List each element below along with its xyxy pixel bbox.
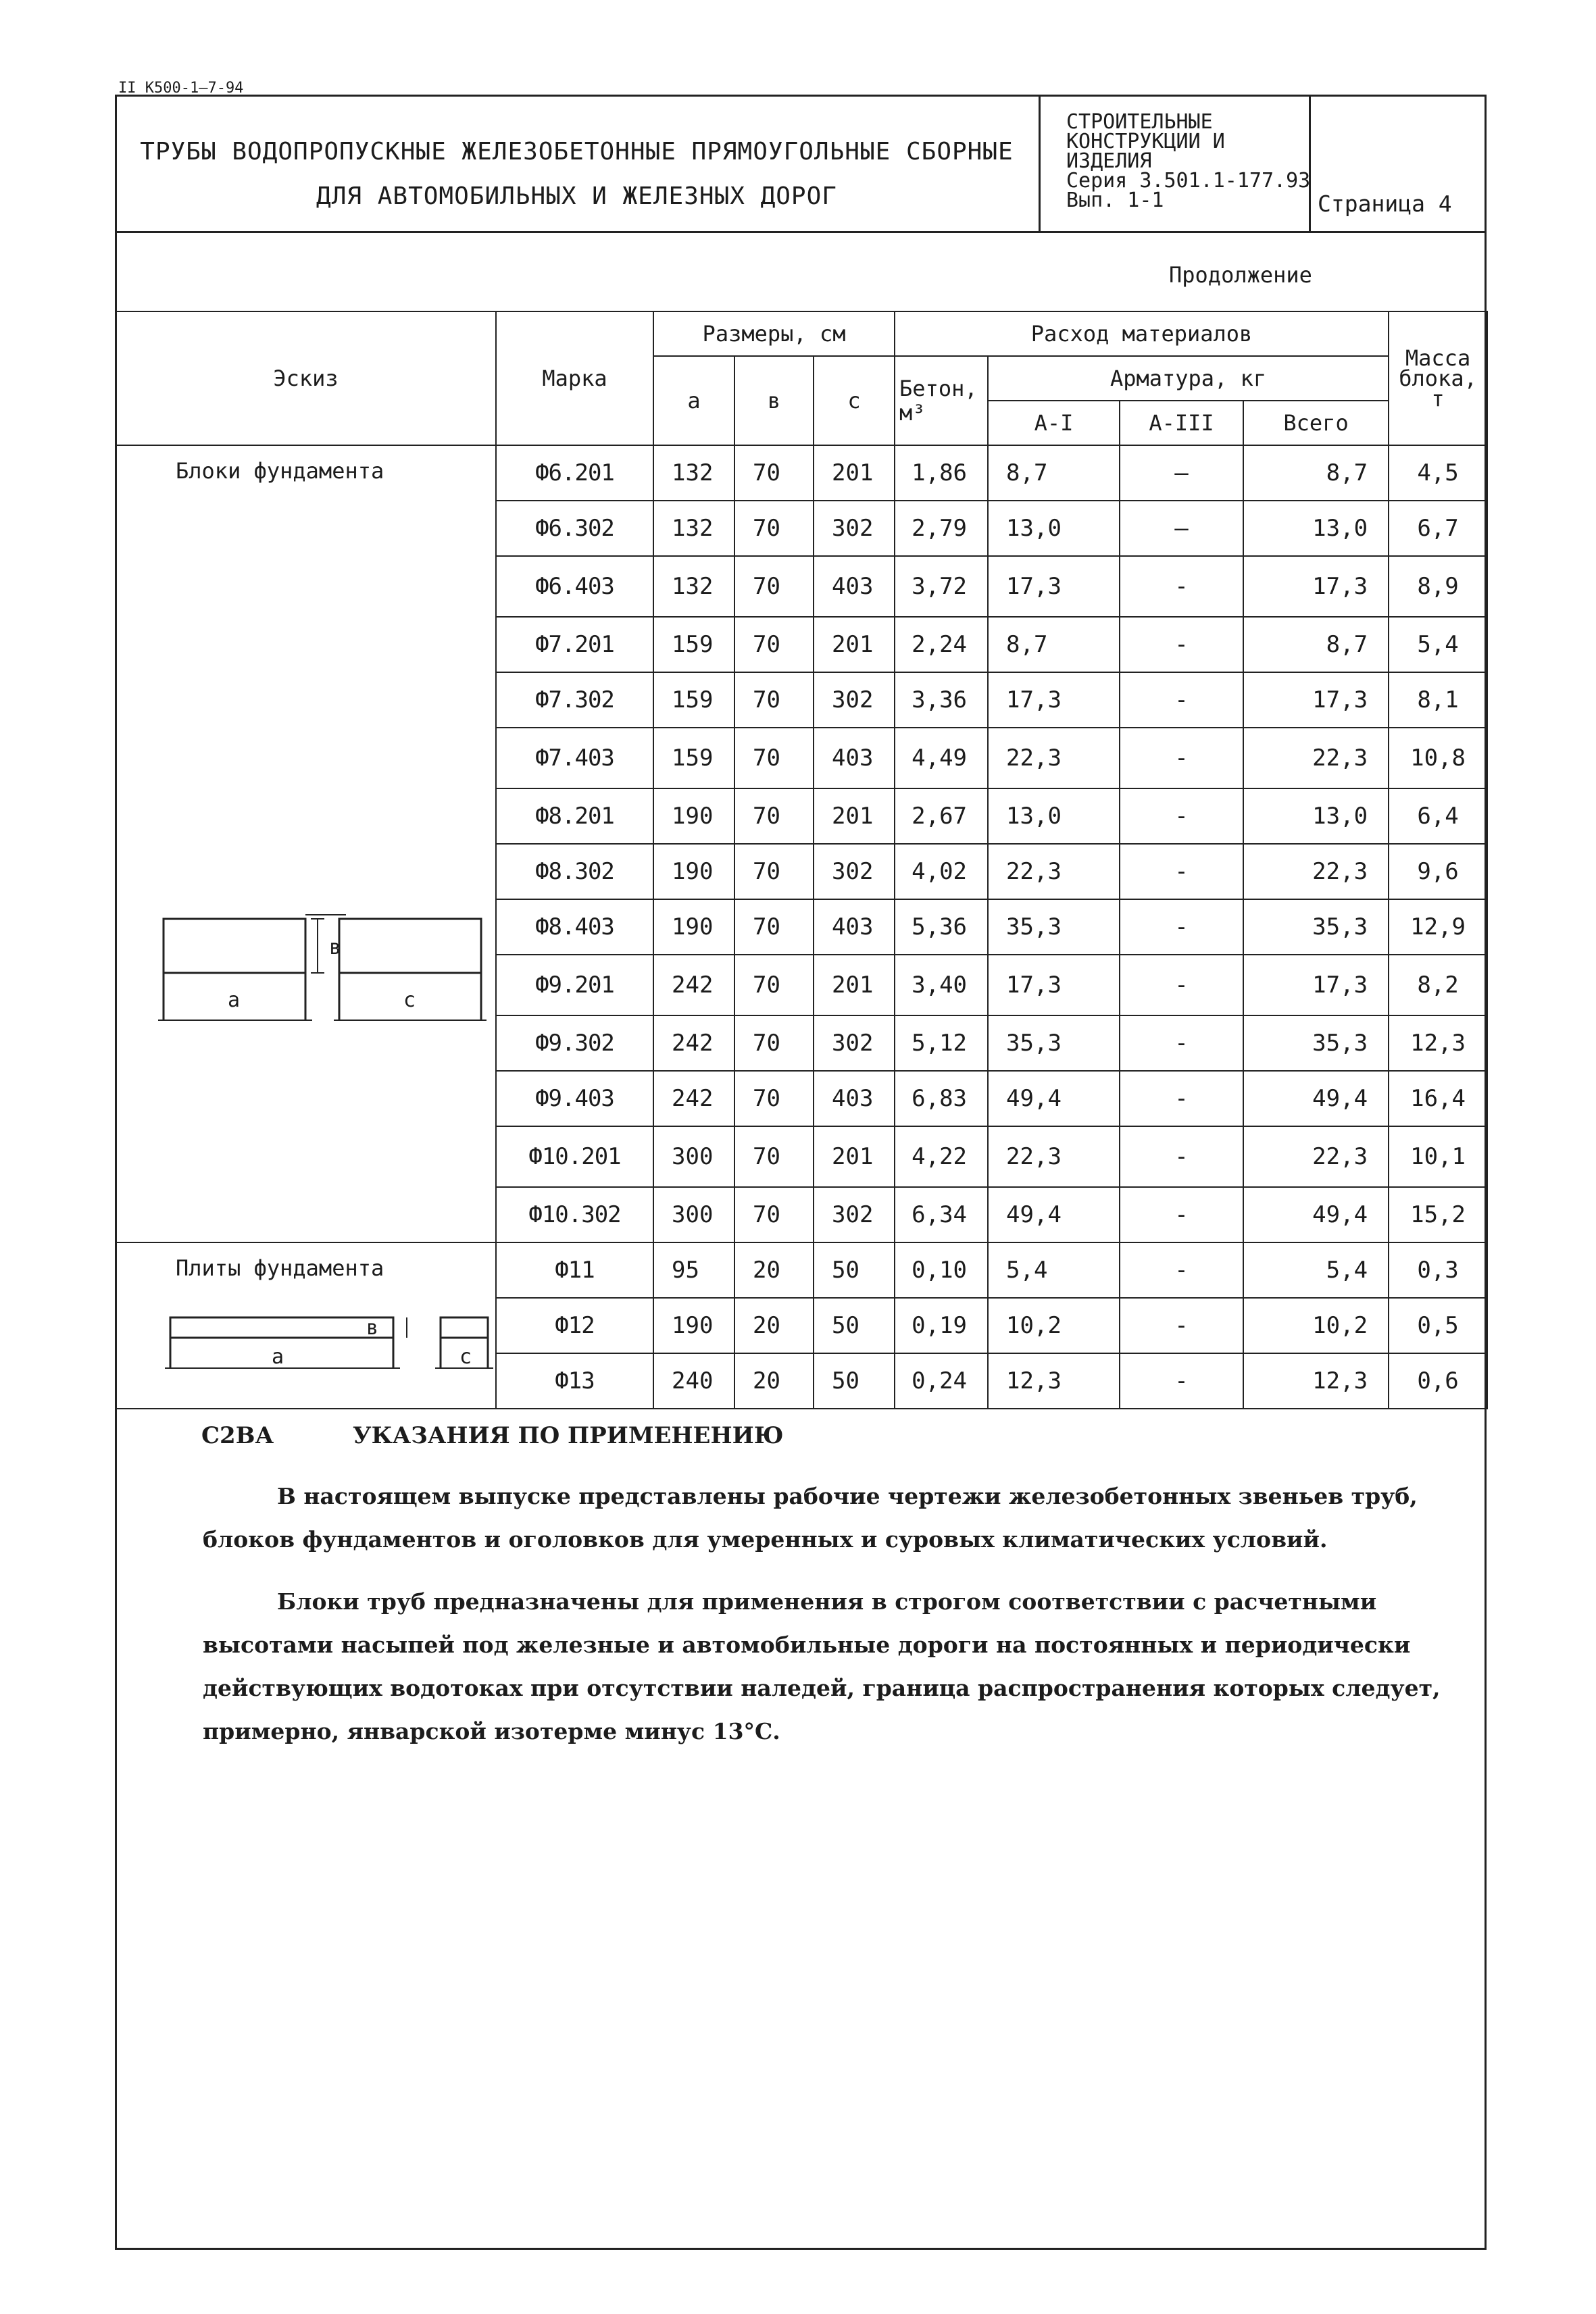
cell-dim-c: 403 [814,728,895,788]
cell-dim-b: 70 [734,1126,814,1187]
cell-rebar-a3: - [1120,1071,1243,1126]
cell-mass: 9,6 [1389,844,1487,899]
cell-rebar-a3: - [1120,788,1243,844]
cell-concrete: 4,02 [895,844,988,899]
cell-dim-c: 302 [814,1187,895,1242]
cell-mark: Ф11 [496,1242,653,1298]
cell-mass: 0,6 [1389,1353,1487,1409]
cell-mark: Ф8.403 [496,899,653,955]
cell-dim-c: 50 [814,1353,895,1409]
cell-mass: 0,5 [1389,1298,1487,1353]
sketch-block-outline [164,919,305,973]
cell-dim-c: 201 [814,788,895,844]
sketch-label-a: а [228,988,241,1012]
title-line-1: ТРУБЫ ВОДОПРОПУСКНЫЕ ЖЕЛЕЗОБЕТОННЫЕ ПРЯМОУГОЛЬНЫЕ СБОРНЫЕ [140,138,1014,166]
cell-rebar-a1: 10,2 [988,1298,1120,1353]
cell-concrete: 6,83 [895,1071,988,1126]
sketch-cell-slabs [116,1242,496,1409]
cell-mark: Ф7.201 [496,617,653,672]
cell-rebar-a3: – [1120,445,1243,501]
cell-rebar-total: 13,0 [1243,501,1389,556]
notes-paragraph-1: В настоящем выпуске представлены рабочие чертежи железобетонных звеньев труб, блоков фундаментов и оголовков для умеренных и суровых климатических условий. [203,1483,1418,1553]
series-block [1041,95,1311,231]
cell-dim-b: 70 [734,501,814,556]
slab-sketch-drawing [170,1317,495,1399]
cell-dim-b: 70 [734,672,814,728]
notes-heading: УКАЗАНИЯ ПО ПРИМЕНЕНИЮ [353,1422,784,1449]
cell-dim-c: 302 [814,1015,895,1071]
cell-rebar-a1: 8,7 [988,617,1120,672]
sketch-label-c: с [459,1345,472,1369]
series-line-2: КОНСТРУКЦИИ И [1066,130,1225,153]
cell-mark: Ф13 [496,1353,653,1409]
cell-dim-b: 70 [734,1015,814,1071]
header-mass-line-1: Масса [1405,345,1471,371]
cell-rebar-a3: - [1120,1126,1243,1187]
document-code: II К500-1—7-94 [118,80,244,97]
sketch-label-b: в [366,1316,379,1340]
cell-dim-c: 302 [814,501,895,556]
cell-mass: 8,1 [1389,672,1487,728]
cell-rebar-total: 49,4 [1243,1071,1389,1126]
cell-rebar-a3: - [1120,1187,1243,1242]
cell-dim-b: 70 [734,556,814,617]
cell-mark: Ф9.201 [496,955,653,1015]
issue-number: Вып. 1-1 [1066,188,1164,212]
cell-mark: Ф7.302 [496,672,653,728]
cell-dim-a: 300 [653,1126,734,1187]
cell-concrete: 4,22 [895,1126,988,1187]
cell-rebar-a1: 5,4 [988,1242,1120,1298]
cell-mark: Ф12 [496,1298,653,1353]
header-dim-b: в [734,356,814,445]
cell-mark: Ф9.302 [496,1015,653,1071]
cell-concrete: 2,24 [895,617,988,672]
series-line-1: СТРОИТЕЛЬНЫЕ [1066,110,1213,134]
cell-dim-a: 242 [653,1071,734,1126]
cell-rebar-a1: 13,0 [988,501,1120,556]
header-materials: Расход материалов [895,311,1389,356]
header-dimensions: Размеры, см [653,311,895,356]
title-line-2: ДЛЯ АВТОМОБИЛЬНЫХ И ЖЕЛЕЗНЫХ ДОРОГ [316,182,837,210]
cell-dim-c: 201 [814,617,895,672]
cell-concrete: 6,34 [895,1187,988,1242]
cell-dim-b: 70 [734,1071,814,1126]
cell-rebar-total: 22,3 [1243,844,1389,899]
cell-concrete: 0,10 [895,1242,988,1298]
cell-rebar-total: 49,4 [1243,1187,1389,1242]
cell-rebar-total: 35,3 [1243,899,1389,955]
cell-rebar-a1: 22,3 [988,728,1120,788]
cell-rebar-a1: 49,4 [988,1187,1120,1242]
sketch-label-a: а [272,1345,284,1369]
cell-dim-a: 190 [653,1298,734,1353]
cell-dim-a: 95 [653,1242,734,1298]
title-block [115,95,1487,233]
cell-mark: Ф6.201 [496,445,653,501]
cell-rebar-a1: 12,3 [988,1353,1120,1409]
continuation-label: Продолжение [1169,262,1312,288]
header-concrete-label: Бетон, [899,376,978,401]
cell-dim-a: 242 [653,1015,734,1071]
cell-rebar-a3: - [1120,844,1243,899]
table-row [116,445,1487,501]
cell-dim-c: 403 [814,1071,895,1126]
header-mark: Марка [496,311,653,445]
specification-table [115,311,1488,1409]
cell-dim-b: 20 [734,1298,814,1353]
cell-dim-c: 201 [814,445,895,501]
document-title [115,95,1041,231]
sketch-block-outline [339,919,481,973]
cell-concrete: 2,67 [895,788,988,844]
group-title-slabs: Плиты фундамента [176,1255,384,1281]
cell-dim-a: 300 [653,1187,734,1242]
cell-rebar-a1: 17,3 [988,556,1120,617]
cell-mark: Ф9.403 [496,1071,653,1126]
cell-rebar-total: 8,7 [1243,617,1389,672]
header-rebar-a3: А-III [1120,401,1243,445]
header-concrete [895,356,988,445]
cell-dim-a: 132 [653,445,734,501]
cell-mark: Ф10.302 [496,1187,653,1242]
cell-rebar-a1: 49,4 [988,1071,1120,1126]
cell-mass: 6,7 [1389,501,1487,556]
series-line-3: ИЗДЕЛИЯ [1066,149,1152,173]
cell-rebar-total: 13,0 [1243,788,1389,844]
cell-dim-c: 201 [814,955,895,1015]
cell-rebar-a1: 22,3 [988,1126,1120,1187]
cell-rebar-total: 35,3 [1243,1015,1389,1071]
cell-mass: 4,5 [1389,445,1487,501]
cell-dim-a: 240 [653,1353,734,1409]
block-sketch-drawing [164,919,488,1054]
sketch-label-b: в [329,936,342,959]
cell-concrete: 2,79 [895,501,988,556]
cell-dim-a: 190 [653,844,734,899]
cell-rebar-total: 8,7 [1243,445,1389,501]
cell-rebar-a1: 8,7 [988,445,1120,501]
cell-concrete: 5,12 [895,1015,988,1071]
cell-concrete: 3,36 [895,672,988,728]
notes-code: С2ВА [201,1422,274,1449]
group-title-blocks: Блоки фундамента [176,458,384,484]
header-rebar: Арматура, кг [988,356,1389,401]
cell-concrete: 3,40 [895,955,988,1015]
cell-rebar-total: 17,3 [1243,672,1389,728]
header-sketch: Эскиз [116,311,496,445]
cell-mass: 16,4 [1389,1071,1487,1126]
cell-rebar-a3: - [1120,1298,1243,1353]
header-dim-a: а [653,356,734,445]
sketch-label-c: с [403,988,416,1012]
cell-mark: Ф10.201 [496,1126,653,1187]
cell-concrete: 3,72 [895,556,988,617]
cell-rebar-a3: - [1120,728,1243,788]
cell-dim-a: 132 [653,556,734,617]
cell-dim-b: 70 [734,1187,814,1242]
cell-mass: 12,9 [1389,899,1487,955]
header-rebar-total: Всего [1243,401,1389,445]
cell-dim-a: 132 [653,501,734,556]
cell-dim-a: 159 [653,617,734,672]
cell-dim-c: 302 [814,672,895,728]
cell-dim-a: 159 [653,672,734,728]
cell-mass: 5,4 [1389,617,1487,672]
header-mass-unit: т [1431,386,1445,411]
cell-rebar-total: 5,4 [1243,1242,1389,1298]
cell-dim-b: 70 [734,955,814,1015]
cell-concrete: 4,49 [895,728,988,788]
cell-mass: 8,2 [1389,955,1487,1015]
header-concrete-unit: м³ [899,400,926,426]
cell-rebar-total: 17,3 [1243,556,1389,617]
cell-concrete: 5,36 [895,899,988,955]
cell-rebar-a3: - [1120,617,1243,672]
cell-rebar-total: 22,3 [1243,728,1389,788]
cell-dim-c: 403 [814,899,895,955]
sketch-block-outline [441,1317,488,1338]
cell-dim-c: 50 [814,1298,895,1353]
cell-rebar-a3: – [1120,501,1243,556]
cell-rebar-a3: - [1120,899,1243,955]
sketch-cell-blocks [116,445,496,1242]
cell-dim-b: 70 [734,728,814,788]
cell-mass: 10,8 [1389,728,1487,788]
cell-dim-b: 70 [734,445,814,501]
cell-mark: Ф7.403 [496,728,653,788]
cell-dim-b: 20 [734,1353,814,1409]
cell-mark: Ф8.201 [496,788,653,844]
cell-mass: 12,3 [1389,1015,1487,1071]
cell-dim-c: 201 [814,1126,895,1187]
cell-mass: 0,3 [1389,1242,1487,1298]
cell-rebar-a3: - [1120,1353,1243,1409]
notes-paragraph-2: Блоки труб предназначены для применения в строгом соответствии с расчетными высотами насыпей под железные и автомобильные дороги на постоянных и периодически действующих водотоках при отсутствии наледей, граница распространения которых следует, примерно, январской изотерме минус 13°С. [203,1588,1441,1744]
cell-dim-a: 190 [653,899,734,955]
cell-rebar-a1: 35,3 [988,899,1120,955]
series-number: Серия 3.501.1-177.93 [1066,169,1311,193]
cell-dim-a: 242 [653,955,734,1015]
cell-mass: 6,4 [1389,788,1487,844]
cell-mark: Ф8.302 [496,844,653,899]
cell-dim-c: 403 [814,556,895,617]
cell-rebar-a1: 22,3 [988,844,1120,899]
page-number: Страница 4 [1318,191,1452,217]
cell-dim-c: 302 [814,844,895,899]
cell-rebar-a1: 17,3 [988,672,1120,728]
cell-mass: 8,9 [1389,556,1487,617]
notes-heading-line [201,1422,783,1449]
cell-mass: 15,2 [1389,1187,1487,1242]
specification-table-body [116,445,1487,1409]
cell-concrete: 1,86 [895,445,988,501]
cell-rebar-total: 22,3 [1243,1126,1389,1187]
cell-dim-b: 20 [734,1242,814,1298]
cell-concrete: 0,19 [895,1298,988,1353]
cell-rebar-a3: - [1120,955,1243,1015]
cell-rebar-a1: 13,0 [988,788,1120,844]
table-row [116,1242,1487,1298]
cell-rebar-a3: - [1120,672,1243,728]
cell-rebar-total: 12,3 [1243,1353,1389,1409]
cell-dim-b: 70 [734,617,814,672]
cell-mark: Ф6.302 [496,501,653,556]
cell-rebar-a3: - [1120,1015,1243,1071]
cell-rebar-a3: - [1120,1242,1243,1298]
cell-dim-a: 159 [653,728,734,788]
cell-dim-b: 70 [734,899,814,955]
cell-dim-b: 70 [734,844,814,899]
cell-concrete: 0,24 [895,1353,988,1409]
cell-rebar-total: 17,3 [1243,955,1389,1015]
sketch-block-outline [170,1317,393,1338]
cell-rebar-total: 10,2 [1243,1298,1389,1353]
header-mass-line-2: блока, [1399,366,1477,391]
cell-rebar-a3: - [1120,556,1243,617]
cell-dim-c: 50 [814,1242,895,1298]
cell-rebar-a1: 35,3 [988,1015,1120,1071]
header-rebar-a1: А-I [988,401,1120,445]
cell-rebar-a1: 17,3 [988,955,1120,1015]
header-mass [1389,311,1487,445]
cell-mass: 10,1 [1389,1126,1487,1187]
cell-mark: Ф6.403 [496,556,653,617]
header-dim-c: с [814,356,895,445]
cell-dim-a: 190 [653,788,734,844]
cell-dim-b: 70 [734,788,814,844]
page-number-cell [1311,95,1487,231]
